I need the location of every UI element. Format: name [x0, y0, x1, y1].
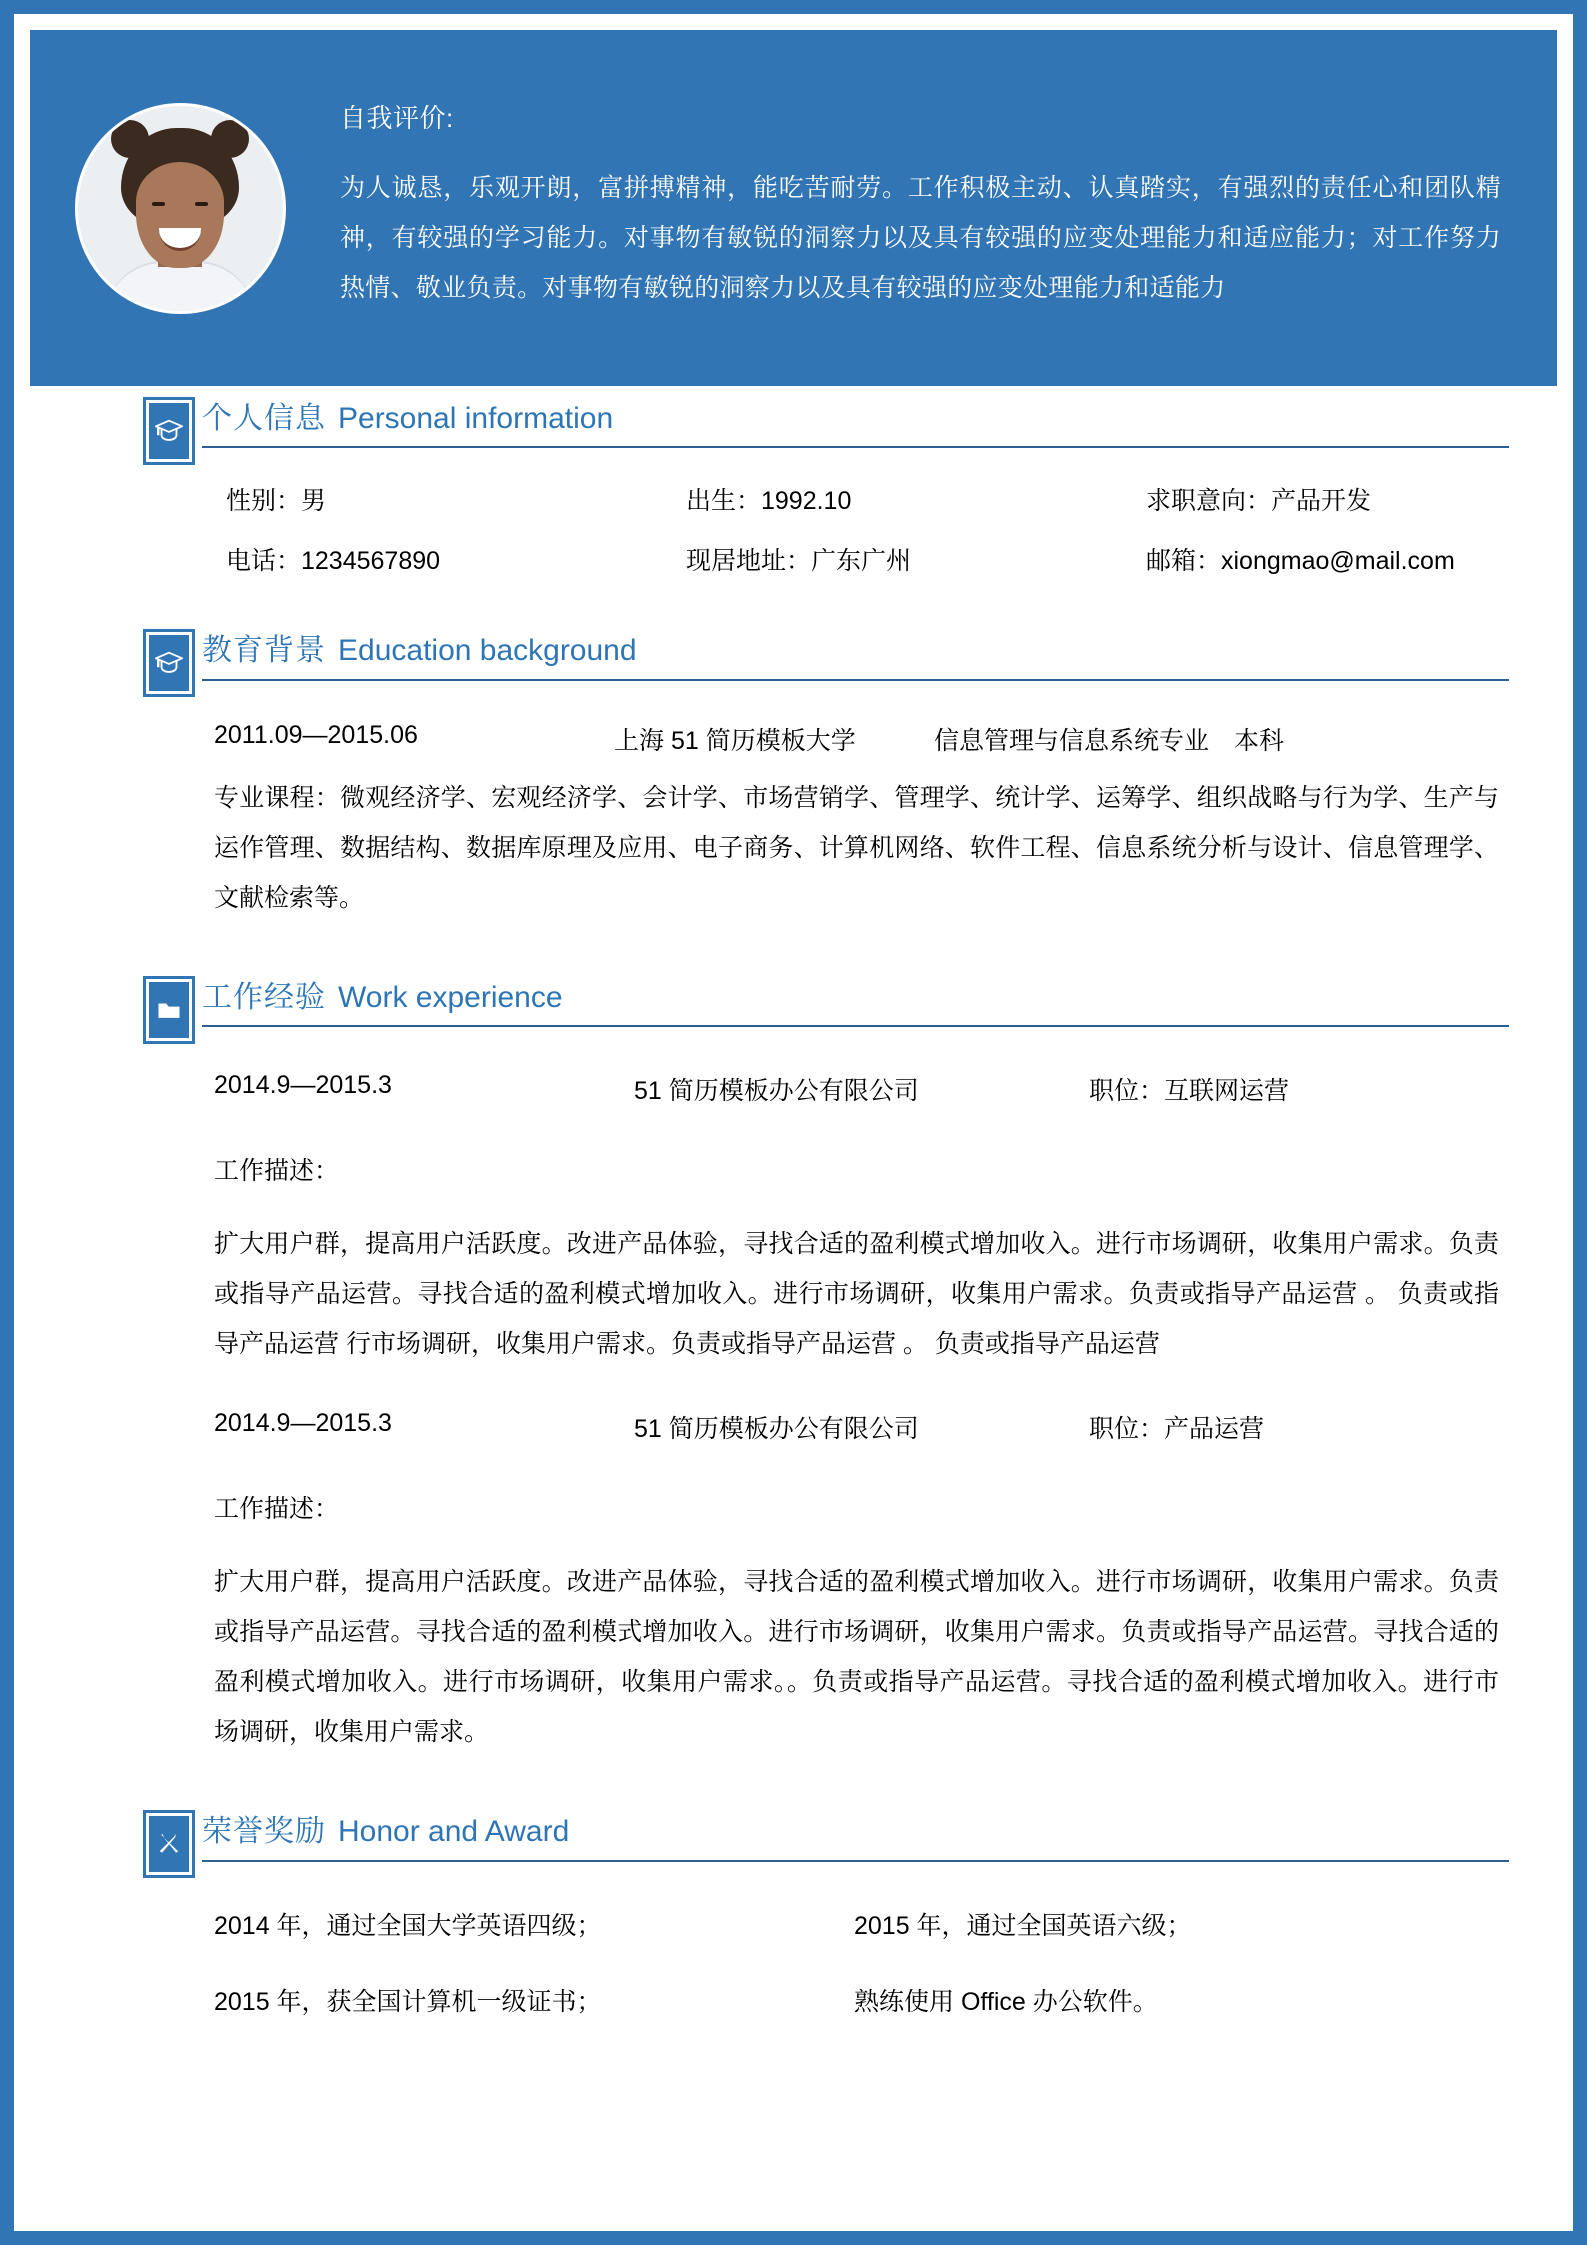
work-description-text: 扩大用户群，提高用户活跃度。改进产品体验，寻找合适的盈利模式增加收入。进行市场调研，收集用户需求。负责或指导产品运营。寻找合适的盈利模式增加收入。进行市场调研，收集用户需求。负责或指导产品运营 。 负责或指导产品运营 行市场调研，收集用户需求。负责或指导产品运营 。 负责或指导产品运营 — [214, 1230, 1499, 1359]
info-job-intention: 求职意向：产品开发 — [1146, 487, 1372, 516]
avatar-body — [105, 261, 255, 314]
graduation-cap-icon — [146, 632, 192, 694]
section-divider — [202, 1025, 1509, 1027]
avatar-smile — [159, 228, 201, 251]
section-body-work-experience — [28, 1031, 1559, 1757]
section-title-row — [202, 400, 1559, 448]
self-evaluation-block — [330, 103, 1557, 312]
info-email: 邮箱：xiongmao@mail.com — [1146, 547, 1455, 576]
section-body-honor-and-award — [28, 1866, 1559, 2018]
section-title-row — [202, 632, 1559, 680]
honor-item: 2015 年，获全国计算机一级证书； — [214, 1987, 602, 2016]
work-company: 51 简历模板办公有限公司 — [634, 1415, 919, 1444]
education-date: 2011.09—2015.06 — [214, 720, 418, 749]
personal-info-grid — [208, 452, 1499, 576]
info-gender: 性别：男 — [226, 487, 327, 516]
work-entry-header — [214, 1071, 1499, 1107]
work-position: 职位：产品运营 — [1089, 1415, 1265, 1444]
section-title-row — [202, 979, 1559, 1027]
work-entry-header — [214, 1409, 1499, 1445]
info-birth: 出生：1992.10 — [686, 487, 852, 516]
work-description-label: 工作描述： — [214, 1157, 340, 1186]
work-date: 2014.9—2015.3 — [214, 1071, 392, 1100]
work-entry — [208, 1031, 1499, 1369]
crossed-tools-icon — [146, 1813, 192, 1875]
spacer — [28, 1757, 1559, 1813]
spacer — [28, 923, 1559, 979]
honor-item: 2015 年，通过全国英语六级； — [854, 1911, 1192, 1940]
section-title-cn: 荣誉奖励 — [202, 1815, 326, 1849]
header-summary-card — [28, 28, 1559, 388]
section-title-row — [202, 1813, 1559, 1861]
honor-item: 熟练使用 Office 办公软件。 — [854, 1987, 1158, 2016]
education-entry-row — [208, 685, 1499, 757]
section-divider — [202, 679, 1509, 681]
education-degree: 本科 — [1234, 726, 1285, 755]
section-title-en: Honor and Award — [338, 1815, 570, 1849]
self-evaluation-title: 自我评价: — [340, 103, 454, 134]
work-description-label: 工作描述： — [214, 1495, 340, 1524]
education-courses: 专业课程：微观经济学、宏观经济学、会计学、市场营销学、管理学、统计学、运筹学、组织战略与行为学、生产与运作管理、数据结构、数据库原理及应用、电子商务、计算机网络、软件工程、信息系统分析与设计、信息管理学、文献检索等。 — [214, 783, 1499, 912]
section-header-personal-information — [28, 400, 1559, 448]
section-title-en: Personal information — [338, 402, 614, 435]
work-company: 51 简历模板办公有限公司 — [634, 1077, 919, 1106]
work-description-text: 扩大用户群，提高用户活跃度。改进产品体验，寻找合适的盈利模式增加收入。进行市场调研，收集用户需求。负责或指导产品运营。寻找合适的盈利模式增加收入。进行市场调研，收集用户需求。负责或指导产品运营。寻找合适的盈利模式增加收入。进行市场调研，收集用户需求。。负责或指导产品运营。寻找合适的盈利模式增加收入。进行市场调研，收集用户需求。 — [214, 1568, 1499, 1747]
avatar — [75, 103, 286, 314]
work-position: 职位：互联网运营 — [1089, 1077, 1290, 1106]
honor-item: 2014 年，通过全国大学英语四级； — [214, 1911, 602, 1940]
education-major: 信息管理与信息系统专业 — [934, 726, 1210, 755]
avatar-eye-right — [195, 202, 208, 206]
section-title-en: Work experience — [338, 980, 563, 1014]
avatar-face — [136, 162, 224, 268]
folder-icon — [146, 979, 192, 1041]
section-divider — [202, 1860, 1509, 1862]
info-phone: 电话：1234567890 — [226, 547, 441, 576]
resume-content — [28, 400, 1559, 2018]
section-header-work-experience — [28, 979, 1559, 1027]
section-body-education-background — [28, 685, 1559, 923]
section-title-cn: 个人信息 — [202, 402, 326, 435]
section-body-personal-information — [28, 452, 1559, 576]
avatar-eye-left — [152, 202, 165, 206]
honor-grid — [208, 1866, 1499, 2018]
section-title-cn: 教育背景 — [202, 634, 326, 668]
spacer — [28, 576, 1559, 632]
self-evaluation-text: 为人诚恳，乐观开朗，富拼搏精神，能吃苦耐劳。工作积极主动、认真踏实，有强烈的责任心和团队精神，有较强的学习能力。对事物有敏锐的洞察力以及具有较强的应变处理能力和适应能力；对工作努力热情、敬业负责。对事物有敏锐的洞察力以及具有较强的应变处理能力和适能力 — [340, 173, 1501, 302]
graduation-cap-icon — [146, 400, 192, 462]
section-header-honor-and-award — [28, 1813, 1559, 1861]
work-date: 2014.9—2015.3 — [214, 1409, 392, 1438]
section-title-en: Education background — [338, 634, 637, 668]
section-divider — [202, 446, 1509, 448]
education-school: 上海 51 简历模板大学 — [614, 726, 856, 755]
avatar-container — [30, 103, 330, 314]
section-title-cn: 工作经验 — [202, 980, 326, 1014]
info-address: 现居地址：广东广州 — [686, 547, 912, 576]
section-header-education-background — [28, 632, 1559, 680]
work-entry — [208, 1369, 1499, 1757]
